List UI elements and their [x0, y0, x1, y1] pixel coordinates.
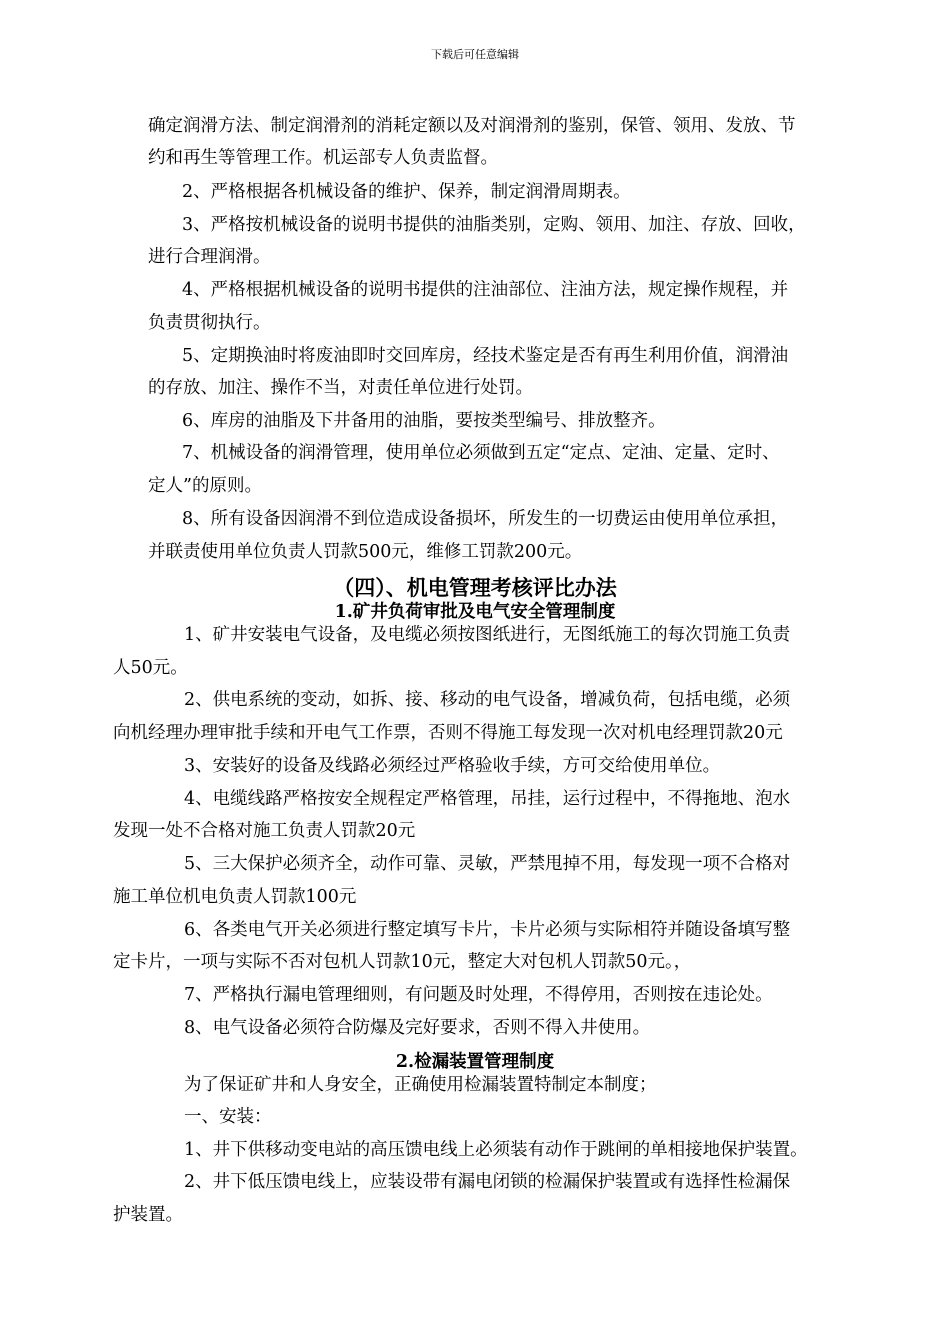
- text-line: 负责贯彻执行。: [148, 313, 271, 333]
- text-line: 人50元。: [113, 658, 188, 678]
- text-line: 2、井下低压馈电线上，应装设带有漏电闭锁的检漏保护装置或有选择性检漏保: [184, 1172, 791, 1192]
- text-line: 3、严格按机械设备的说明书提供的油脂类别，定购、领用、加注、存放、回收，: [182, 215, 806, 235]
- text-line: 向机经理办理审批手续和开电气工作票，否则不得施工每发现一次对机电经理罚款20元: [113, 723, 783, 743]
- text-line: 8、电气设备必须符合防爆及完好要求，否则不得入井使用。: [184, 1018, 651, 1038]
- header-note: 下载后可任意编辑: [431, 48, 519, 61]
- text-line: 定卡片，一项与实际不否对包机人罚款10元，整定大对包机人罚款50元。，: [113, 952, 692, 972]
- text-line: 确定润滑方法、制定润滑剂的消耗定额以及对润滑剂的鉴别，保管、领用、发放、节: [148, 116, 796, 136]
- text-line: 7、严格执行漏电管理细则，有问题及时处理，不得停用，否则按在违论处。: [184, 985, 773, 1005]
- section-subtitle: 1.矿井负荷审批及电气安全管理制度: [334, 602, 616, 622]
- text-line: 7、机械设备的润滑管理，使用单位必须做到五定“定点、定油、定量、定时、: [182, 443, 780, 463]
- text-line: 3、安装好的设备及线路必须经过严格验收手续，方可交给使用单位。: [184, 756, 721, 776]
- text-line: 护装置。: [113, 1205, 183, 1225]
- text-line: 施工单位机电负责人罚款100元: [113, 887, 357, 907]
- text-line: 4、严格根据机械设备的说明书提供的注油部位、注油方法，规定操作规程，并: [182, 280, 789, 300]
- text-line: 的存放、加注、操作不当，对责任单位进行处罚。: [148, 378, 533, 398]
- text-line: 8、所有设备因润滑不到位造成设备损坏，所发生的一切费运由使用单位承担，: [182, 509, 789, 529]
- text-line: 发现一处不合格对施工负责人罚款20元: [113, 821, 416, 841]
- text-line: 6、各类电气开关必须进行整定填写卡片，卡片必须与实际相符并随设备填写整: [184, 920, 791, 940]
- text-line: 1、矿井安装电气设备，及电缆必须按图纸进行，无图纸施工的每次罚施工负责: [184, 625, 791, 645]
- section-subtitle: 2.检漏装置管理制度: [395, 1052, 555, 1072]
- text-line: 定人”的原则。: [148, 476, 262, 496]
- text-line: 4、电缆线路严格按安全规程定严格管理，吊挂，运行过程中，不得拖地、泡水: [184, 789, 791, 809]
- text-line: 2、供电系统的变动，如拆、接、移动的电气设备，增减负荷，包括电缆，必须: [184, 690, 791, 710]
- text-line: 2、严格根据各机械设备的维护、保养，制定润滑周期表。: [182, 182, 631, 202]
- text-line: 进行合理润滑。: [148, 247, 271, 267]
- text-line: 为了保证矿井和人身安全，正确使用检漏装置特制定本制度；: [184, 1075, 657, 1095]
- section-title: （四）、机电管理考核评比办法: [333, 575, 617, 600]
- text-line: 1、井下供移动变电站的高压馈电线上必须装有动作于跳闸的单相接地保护装置。: [184, 1140, 808, 1160]
- text-line: 并联责使用单位负责人罚款500元，维修工罚款200元。: [148, 542, 583, 562]
- text-line: 约和再生等管理工作。机运部专人负责监督。: [148, 148, 498, 168]
- text-line: 一、安装：: [184, 1107, 272, 1127]
- text-line: 6、库房的油脂及下井备用的油脂，要按类型编号、排放整齐。: [182, 411, 666, 431]
- text-line: 5、定期换油时将废油即时交回库房，经技术鉴定是否有再生利用价值，润滑油: [182, 346, 789, 366]
- text-line: 5、三大保护必须齐全，动作可靠、灵敏，严禁甩掉不用，每发现一项不合格对: [184, 854, 791, 874]
